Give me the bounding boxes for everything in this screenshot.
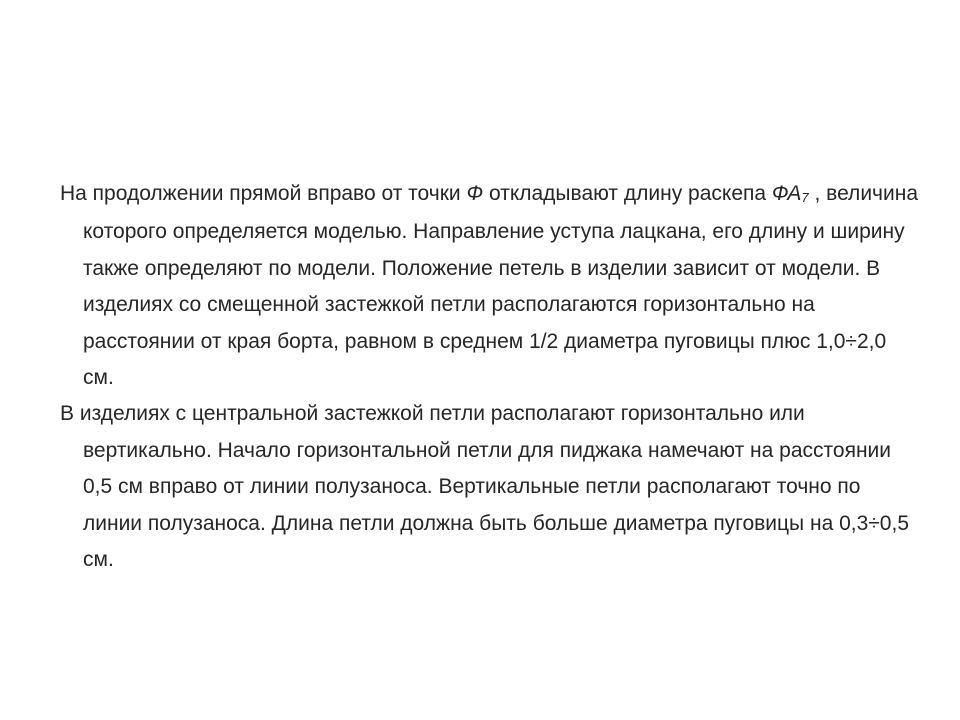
point-f-label: Ф <box>466 182 484 205</box>
segment-subscript: 7 <box>801 190 809 205</box>
paragraph-1-text-a: На продолжении прямой вправо от точки <box>60 182 467 205</box>
paragraph-1-text-b: откладывают длину раскепа <box>483 182 772 205</box>
slide-body-text <box>60 176 920 578</box>
paragraph-central-fastening: В изделиях с центральной застежкой петли располагают горизонтально или вертикально. Начало горизонтальной петли для пиджака намечают на расстоянии 0,5 см вправо от линии полузаноса. Вертикальные петли располагают точно по линии полузаноса. Длина петли должна быть больше диаметра пуговицы на 0,3÷0,5 см. <box>60 402 910 572</box>
paragraph-lapel-break <box>60 176 920 396</box>
segment-label: ФА <box>771 182 802 205</box>
paragraph-1-text-c: , величина которого определяется моделью. Направление уступа лацкана, его длину и ширину также определяют по модели. Положение петель в изделии зависит от модели. В изделиях со смещенной застежкой петли располагаются горизонтально на расстоянии от края борта, равном в среднем 1/2 диаметра пуговицы плюс 1,0÷2,0 см. <box>83 182 918 390</box>
